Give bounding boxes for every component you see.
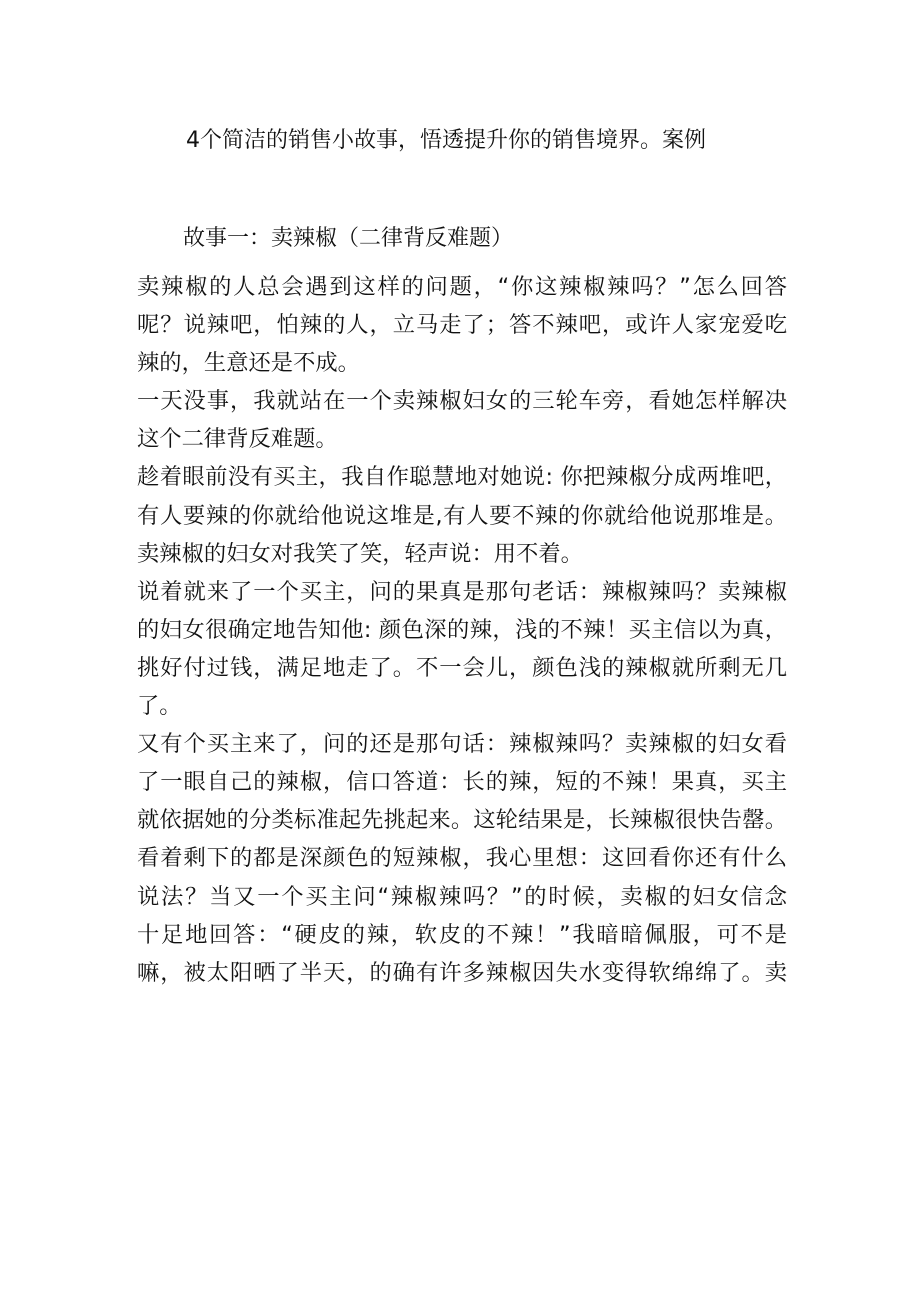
- text-line-6: 趁着眼前没有买主，我自作聪慧地对她说: 你把辣椒分成两堆吧，: [137, 464, 787, 491]
- text-line-14: 了一眼自己的辣椒，信口答道：长的辣，短的不辣！果真，买主: [137, 769, 787, 796]
- text-line-3: 辣的，生意还是不成。: [137, 350, 360, 377]
- text-line-10: 的妇女很确定地告知他: 颜色深的辣，浅的不辣！买主信以为真，: [137, 616, 787, 643]
- text-line-9: 说着就来了一个买主，问的果真是那句老话：辣椒辣吗？卖辣椒: [137, 578, 787, 605]
- text-line-2: 呢？说辣吧，怕辣的人，立马走了；答不辣吧，或许人家宠爱吃: [137, 312, 787, 339]
- text-line-8: 卖辣椒的妇女对我笑了笑，轻声说：用不着。: [137, 540, 583, 567]
- text-line-18: 十足地回答：“硬皮的辣，软皮的不辣！”我暗暗佩服，可不是: [137, 921, 787, 948]
- text-line-17: 说法？当又一个买主问“辣椒辣吗？”的时候，卖椒的妇女信念: [137, 883, 787, 910]
- text-line-16: 看着剩下的都是深颜色的短辣椒，我心里想：这回看你还有什么: [137, 845, 787, 872]
- text-line-15: 就依据她的分类标准起先挑起来。这轮结果是，长辣椒很快告罄。: [137, 807, 787, 834]
- text-line-19: 嘛，被太阳晒了半天，的确有许多辣椒因失水变得软绵绵了。卖: [137, 959, 787, 986]
- document-title: 4个简洁的销售小故事，悟透提升你的销售境界。案例: [186, 128, 706, 153]
- text-line-13: 又有个买主来了，问的还是那句话：辣椒辣吗？卖辣椒的妇女看: [137, 731, 787, 758]
- text-line-1: 卖辣椒的人总会遇到这样的问题，“你这辣椒辣吗？”怎么回答: [137, 274, 787, 300]
- text-line-4: 一天没事，我就站在一个卖辣椒妇女的三轮车旁，看她怎样解决: [137, 388, 787, 415]
- text-line-12: 了。: [137, 693, 182, 720]
- text-line-7: 有人要辣的你就给他说这堆是,有人要不辣的你就给他说那堆是。: [137, 502, 787, 529]
- story-body: [137, 268, 787, 992]
- text-line-11: 挑好付过钱，满足地走了。不一会儿，颜色浅的辣椒就所剩无几: [137, 654, 787, 681]
- text-line-5: 这个二律背反难题。: [137, 426, 338, 453]
- section-heading: 故事一：卖辣椒（二律背反难题）: [183, 226, 514, 251]
